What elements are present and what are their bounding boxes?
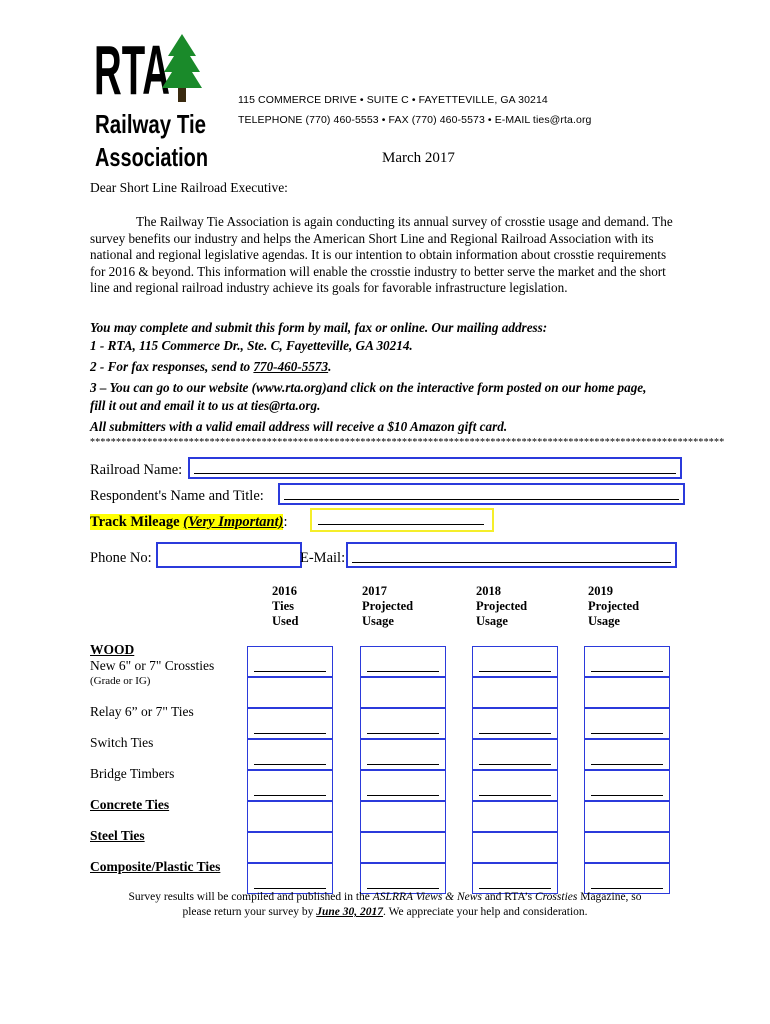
- grade-note: (Grade or IG): [90, 675, 151, 687]
- logo-line1: Railway Tie: [95, 109, 206, 139]
- entry-cell-2016[interactable]: [247, 801, 333, 832]
- entry-cell-2016[interactable]: [247, 677, 333, 708]
- entry-cell-2018[interactable]: [472, 739, 558, 770]
- email-label: E-Mail:: [300, 550, 346, 566]
- wood-header: WOOD: [90, 642, 135, 657]
- entry-cell-2019[interactable]: [584, 770, 670, 801]
- entry-cell-2016[interactable]: [247, 770, 333, 801]
- entry-cell-2017[interactable]: [360, 832, 446, 863]
- logo-line2: Association: [95, 142, 208, 172]
- entry-cell-2017[interactable]: [360, 708, 446, 739]
- row-label-relay: Relay 6” or 7" Ties: [90, 704, 194, 719]
- entry-cell-2017[interactable]: [360, 646, 446, 677]
- col-header-2017: 2017 Projected Usage: [362, 584, 414, 628]
- track-mileage-field[interactable]: [310, 508, 494, 532]
- entry-cell-2017[interactable]: [360, 801, 446, 832]
- entry-cell-2019[interactable]: [584, 708, 670, 739]
- letterhead-address: 115 COMMERCE DRIVE • SUITE C • FAYETTEVILLE, GA 30214: [238, 94, 548, 106]
- entry-cell-2019[interactable]: [584, 677, 670, 708]
- separator: **************************************************************************************************************************: [90, 437, 725, 448]
- gift-card-note: All submitters with a valid email address will receive a $10 Amazon gift card.: [90, 419, 508, 434]
- track-mileage-label: Track Mileage (Very Important):: [90, 514, 288, 530]
- tree-logo-icon: [92, 30, 210, 172]
- row-label-new-crossties: New 6" or 7" Crossties: [90, 658, 215, 673]
- col-header-2018: 2018 Projected Usage: [476, 584, 528, 628]
- phone-field[interactable]: [156, 542, 302, 568]
- entry-cell-2016[interactable]: [247, 739, 333, 770]
- letter-date: March 2017: [382, 150, 455, 166]
- instruction-online: 3 – You can go to our website (www.rta.org)and click on the interactive form posted on our home page,: [90, 380, 647, 395]
- row-label-composite: Composite/Plastic Ties: [90, 859, 221, 874]
- email-field[interactable]: [346, 542, 677, 568]
- entry-cell-2016[interactable]: [247, 832, 333, 863]
- entry-cell-2017[interactable]: [360, 739, 446, 770]
- row-label-steel: Steel Ties: [90, 828, 145, 843]
- row-label-bridge: Bridge Timbers: [90, 766, 175, 781]
- entry-cell-2018[interactable]: [472, 646, 558, 677]
- entry-cell-2019[interactable]: [584, 646, 670, 677]
- entry-cell-2019[interactable]: [584, 832, 670, 863]
- entry-cell-2017[interactable]: [360, 770, 446, 801]
- entry-cell-2018[interactable]: [472, 770, 558, 801]
- footer-line-2: please return your survey by June 30, 2017. We appreciate your help and consideration.: [182, 906, 588, 918]
- rta-logo: [92, 30, 210, 172]
- col-header-2019: 2019 Projected Usage: [588, 584, 640, 628]
- row-label-switch: Switch Ties: [90, 735, 154, 750]
- entry-cell-2018[interactable]: [472, 708, 558, 739]
- entry-cell-2018[interactable]: [472, 677, 558, 708]
- entry-cell-2016[interactable]: [247, 646, 333, 677]
- phone-label: Phone No:: [90, 550, 152, 566]
- entry-cell-2016[interactable]: [247, 708, 333, 739]
- footer-line-1: Survey results will be compiled and published in the ASLRRA Views & News and RTA’s Crossties Magazine, so: [128, 891, 642, 903]
- col-header-2016: 2016 Ties Used: [272, 584, 299, 628]
- entry-cell-2017[interactable]: [360, 677, 446, 708]
- instruction-mail: 1 - RTA, 115 Commerce Dr., Ste. C, Fayetteville, GA 30214.: [90, 338, 413, 353]
- respondent-label: Respondent's Name and Title:: [90, 488, 264, 504]
- entry-cell-2018[interactable]: [472, 832, 558, 863]
- instruction-fax: 2 - For fax responses, send to 770-460-5573.: [90, 359, 332, 374]
- fax-number: 770-460-5573: [253, 359, 329, 374]
- deadline: June 30, 2017: [316, 906, 384, 918]
- railroad-name-label: Railroad Name:: [90, 462, 183, 478]
- letterhead-contact: TELEPHONE (770) 460-5553 • FAX (770) 460-5573 • E-MAIL ties@rta.org: [238, 114, 592, 126]
- entry-cell-2019[interactable]: [584, 801, 670, 832]
- row-label-concrete: Concrete Ties: [90, 797, 170, 812]
- instruction-line-1: You may complete and submit this form by mail, fax or online. Our mailing address:: [90, 320, 548, 335]
- entry-cell-2018[interactable]: [472, 801, 558, 832]
- respondent-field[interactable]: [278, 483, 685, 505]
- body-paragraph: The Railway Tie Association is again conducting its annual survey of crosstie usage and demand. The survey benefits our industry and helps the American Short Line and Regional Railroad Association with its national and regional legislative agendas. It is our intention to obtain information about crosstie requirements for 2016 & beyond. This information will enable the crosstie industry to better serve the market and the short line and regional railroad industry achieve its goals for favorable infrastructure legislation.: [90, 214, 673, 296]
- entry-cell-2019[interactable]: [584, 739, 670, 770]
- railroad-name-field[interactable]: [188, 457, 682, 479]
- logo-letters: RTA: [94, 31, 170, 109]
- greeting: Dear Short Line Railroad Executive:: [90, 180, 288, 195]
- instruction-online-2: fill it out and email it to us at ties@rta.org.: [90, 398, 321, 413]
